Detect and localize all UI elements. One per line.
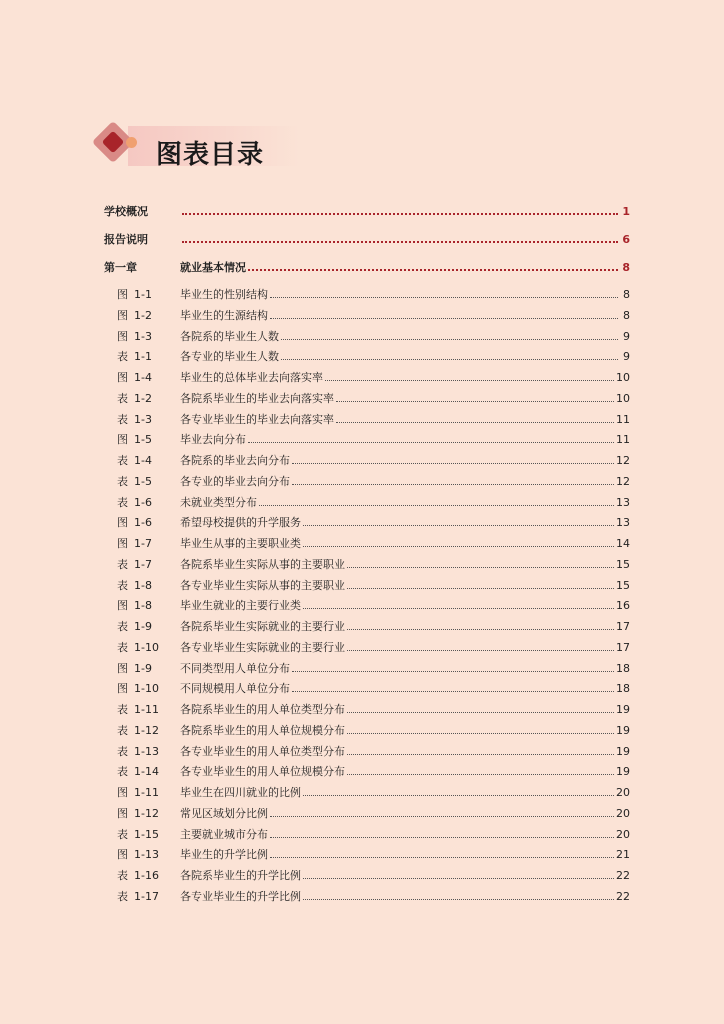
toc-page-number: 15 xyxy=(616,558,630,571)
toc-item[interactable] xyxy=(117,641,630,655)
toc-item-text: 各专业毕业生的毕业去向落实率 xyxy=(180,413,334,426)
dot-leader xyxy=(292,454,614,464)
toc-item-text: 毕业生的总体毕业去向落实率 xyxy=(180,371,323,384)
toc-item-text: 未就业类型分布 xyxy=(180,496,257,509)
toc-item-text: 各院系毕业生的升学比例 xyxy=(180,869,301,882)
toc-item-number: 1-8 xyxy=(134,599,152,612)
toc-item-text: 各院系毕业生的毕业去向落实率 xyxy=(180,392,334,405)
toc-item-number: 1-10 xyxy=(134,641,159,654)
toc-item-number: 1-2 xyxy=(134,309,152,322)
dot-leader xyxy=(292,662,614,672)
toc-item-kind: 图 xyxy=(117,786,128,799)
toc-item-text: 各院系毕业生实际就业的主要行业 xyxy=(180,620,345,633)
toc-item-kind: 图 xyxy=(117,433,128,446)
toc-item-text: 希望母校提供的升学服务 xyxy=(180,516,301,529)
toc-item[interactable] xyxy=(117,309,630,323)
toc-item-number: 1-12 xyxy=(134,724,159,737)
toc-item[interactable] xyxy=(117,620,630,634)
toc-item-text: 毕业生的性别结构 xyxy=(180,288,268,301)
toc-page-number: 9 xyxy=(623,330,630,343)
dot-leader xyxy=(303,869,614,879)
toc-item-number: 1-12 xyxy=(134,807,159,820)
toc-item-number: 1-5 xyxy=(134,475,152,488)
toc-page-number: 19 xyxy=(616,745,630,758)
toc-page-number: 12 xyxy=(616,475,630,488)
toc-item[interactable] xyxy=(117,682,630,696)
toc-item-text: 常见区域划分比例 xyxy=(180,807,268,820)
dot-leader xyxy=(347,724,614,734)
dot-leader xyxy=(270,848,614,858)
toc-page-number: 13 xyxy=(616,516,630,529)
toc-main-label: 第一章 xyxy=(104,261,137,274)
dot-leader xyxy=(303,537,614,547)
toc-item-number: 1-7 xyxy=(134,558,152,571)
toc-item-number: 1-16 xyxy=(134,869,159,882)
toc-page-number: 20 xyxy=(616,786,630,799)
dot-leader xyxy=(182,232,618,243)
toc-item-number: 1-10 xyxy=(134,682,159,695)
dot-leader xyxy=(270,288,618,298)
toc-item-kind: 表 xyxy=(117,724,128,737)
toc-item[interactable] xyxy=(117,786,630,800)
toc-item-kind: 表 xyxy=(117,454,128,467)
toc-item-number: 1-8 xyxy=(134,579,152,592)
toc-main-text: 就业基本情况 xyxy=(180,261,246,274)
toc-page-number: 14 xyxy=(616,537,630,550)
dot-leader xyxy=(347,765,614,775)
toc-item-number: 1-5 xyxy=(134,433,152,446)
toc-item[interactable] xyxy=(117,745,630,759)
toc-page-number: 17 xyxy=(616,641,630,654)
toc-item-kind: 表 xyxy=(117,413,128,426)
toc-page-number: 19 xyxy=(616,703,630,716)
toc-item-kind: 表 xyxy=(117,745,128,758)
dot-leader xyxy=(347,558,614,568)
toc-page-number: 6 xyxy=(622,233,630,246)
dot-leader xyxy=(182,204,618,215)
toc-item-text: 各专业毕业生的升学比例 xyxy=(180,890,301,903)
toc-item[interactable] xyxy=(117,496,630,510)
toc-item[interactable] xyxy=(117,537,630,551)
toc-item-text: 毕业生在四川就业的比例 xyxy=(180,786,301,799)
toc-item-text: 不同规模用人单位分布 xyxy=(180,682,290,695)
dot-leader xyxy=(270,828,614,838)
toc-item-number: 1-13 xyxy=(134,848,159,861)
toc-item-text: 各专业毕业生的用人单位类型分布 xyxy=(180,745,345,758)
toc-item-kind: 表 xyxy=(117,350,128,363)
toc-page-number: 20 xyxy=(616,828,630,841)
toc-item[interactable] xyxy=(117,350,630,364)
dot-leader xyxy=(259,496,614,506)
toc-item-text: 毕业生从事的主要职业类 xyxy=(180,537,301,550)
toc-item-kind: 表 xyxy=(117,869,128,882)
toc-item-number: 1-7 xyxy=(134,537,152,550)
dot-leader xyxy=(347,579,614,589)
toc-page-number: 22 xyxy=(616,890,630,903)
dot-leader xyxy=(303,599,614,609)
toc-page-number: 11 xyxy=(616,433,630,446)
dot-leader xyxy=(281,330,618,340)
toc-item[interactable] xyxy=(117,433,630,447)
toc-page-number: 16 xyxy=(616,599,630,612)
toc-item-number: 1-3 xyxy=(134,330,152,343)
dot-leader xyxy=(347,745,614,755)
toc-item-text: 不同类型用人单位分布 xyxy=(180,662,290,675)
toc-item[interactable] xyxy=(117,288,630,302)
toc-item[interactable] xyxy=(117,392,630,406)
toc-page-number: 19 xyxy=(616,765,630,778)
toc-item-number: 1-9 xyxy=(134,662,152,675)
toc-item-text: 各院系毕业生实际从事的主要职业 xyxy=(180,558,345,571)
toc-page-number: 10 xyxy=(616,371,630,384)
toc-page-number: 17 xyxy=(616,620,630,633)
toc-page-number: 13 xyxy=(616,496,630,509)
toc-item-kind: 图 xyxy=(117,371,128,384)
toc-page-number: 8 xyxy=(623,288,630,301)
toc-item-number: 1-4 xyxy=(134,454,152,467)
dot-leader xyxy=(270,807,614,817)
toc-page-number: 15 xyxy=(616,579,630,592)
toc-item-kind: 图 xyxy=(117,516,128,529)
toc-item[interactable] xyxy=(117,703,630,717)
toc-item-text: 各院系毕业生的用人单位类型分布 xyxy=(180,703,345,716)
dot-leader xyxy=(292,682,614,692)
dot-leader xyxy=(292,475,614,485)
dot-leader xyxy=(303,786,614,796)
toc-item-text: 各院系的毕业去向分布 xyxy=(180,454,290,467)
dot-leader xyxy=(347,703,614,713)
toc-item-number: 1-6 xyxy=(134,496,152,509)
toc-item[interactable] xyxy=(117,558,630,572)
dot-leader xyxy=(347,620,614,630)
toc-item-text: 毕业去向分布 xyxy=(180,433,246,446)
dot-leader xyxy=(270,309,618,319)
toc-item-text: 毕业生就业的主要行业类 xyxy=(180,599,301,612)
toc-page-number: 1 xyxy=(622,205,630,218)
dot-leader xyxy=(325,371,614,381)
toc-item-number: 1-11 xyxy=(134,703,159,716)
dot-leader xyxy=(303,516,614,526)
toc-item[interactable] xyxy=(117,724,630,738)
toc-item-kind: 表 xyxy=(117,641,128,654)
toc-item[interactable] xyxy=(117,828,630,842)
toc-main-label: 学校概况 xyxy=(104,205,148,218)
toc-item-kind: 图 xyxy=(117,682,128,695)
title-banner xyxy=(88,124,288,170)
toc-item-kind: 图 xyxy=(117,309,128,322)
toc-item-text: 毕业生的生源结构 xyxy=(180,309,268,322)
toc-page-number: 10 xyxy=(616,392,630,405)
toc-item[interactable] xyxy=(117,454,630,468)
page-title: 图表目录 xyxy=(156,140,265,170)
toc-item-text: 各院系毕业生的用人单位规模分布 xyxy=(180,724,345,737)
toc-item-number: 1-15 xyxy=(134,828,159,841)
toc-item-kind: 表 xyxy=(117,475,128,488)
toc-item-kind: 图 xyxy=(117,848,128,861)
toc-page-number: 18 xyxy=(616,662,630,675)
toc-item-kind: 图 xyxy=(117,288,128,301)
toc-item[interactable] xyxy=(117,890,630,904)
toc-page-number: 20 xyxy=(616,807,630,820)
toc-item[interactable] xyxy=(117,516,630,530)
toc-item-number: 1-11 xyxy=(134,786,159,799)
toc-page-number: 12 xyxy=(616,454,630,467)
toc-item[interactable] xyxy=(117,807,630,821)
toc-item-number: 1-1 xyxy=(134,288,152,301)
toc-item-number: 1-2 xyxy=(134,392,152,405)
dot-leader xyxy=(281,350,618,360)
toc-item[interactable] xyxy=(117,475,630,489)
toc-item-text: 毕业生的升学比例 xyxy=(180,848,268,861)
toc-item-number: 1-3 xyxy=(134,413,152,426)
toc-item-kind: 表 xyxy=(117,392,128,405)
toc-item[interactable] xyxy=(117,599,630,613)
toc-item-number: 1-1 xyxy=(134,350,152,363)
toc-item[interactable] xyxy=(117,579,630,593)
dot-leader xyxy=(248,433,614,443)
toc-item-kind: 表 xyxy=(117,496,128,509)
toc-item-text: 各院系的毕业生人数 xyxy=(180,330,279,343)
toc-page-number: 21 xyxy=(616,848,630,861)
dot-leader xyxy=(303,890,614,900)
toc-item-kind: 图 xyxy=(117,662,128,675)
toc-item-text: 主要就业城市分布 xyxy=(180,828,268,841)
toc-item-kind: 图 xyxy=(117,807,128,820)
dot-leader xyxy=(248,260,618,271)
toc-main-entry[interactable] xyxy=(104,232,630,247)
toc-item-kind: 图 xyxy=(117,599,128,612)
toc-page-number: 8 xyxy=(622,261,630,274)
toc-page-number: 22 xyxy=(616,869,630,882)
toc-item-kind: 表 xyxy=(117,765,128,778)
dot-leader xyxy=(336,413,614,423)
toc-main-label: 报告说明 xyxy=(104,233,148,246)
toc-item[interactable] xyxy=(117,371,630,385)
toc-page-number: 9 xyxy=(623,350,630,363)
toc-item-kind: 图 xyxy=(117,330,128,343)
toc-page-number: 19 xyxy=(616,724,630,737)
toc-item-number: 1-14 xyxy=(134,765,159,778)
toc-item-text: 各专业毕业生实际就业的主要行业 xyxy=(180,641,345,654)
toc-item[interactable] xyxy=(117,765,630,779)
toc-page-number: 8 xyxy=(623,309,630,322)
toc-item[interactable] xyxy=(117,848,630,862)
dot-leader xyxy=(347,641,614,651)
toc-page-number: 11 xyxy=(616,413,630,426)
toc-page-number: 18 xyxy=(616,682,630,695)
toc-item[interactable] xyxy=(117,869,630,883)
toc-item-kind: 表 xyxy=(117,828,128,841)
toc-item[interactable] xyxy=(117,413,630,427)
toc-item[interactable] xyxy=(117,330,630,344)
dot-icon xyxy=(126,137,137,148)
toc-item-kind: 表 xyxy=(117,890,128,903)
toc-item-kind: 图 xyxy=(117,537,128,550)
dot-leader xyxy=(336,392,614,402)
toc-item-number: 1-13 xyxy=(134,745,159,758)
toc-item-text: 各专业毕业生的用人单位规模分布 xyxy=(180,765,345,778)
toc-item-kind: 表 xyxy=(117,558,128,571)
toc-item-text: 各专业毕业生实际从事的主要职业 xyxy=(180,579,345,592)
toc-item-text: 各专业的毕业去向分布 xyxy=(180,475,290,488)
toc-item-number: 1-17 xyxy=(134,890,159,903)
toc-main-entry[interactable] xyxy=(104,204,630,219)
toc-item-number: 1-9 xyxy=(134,620,152,633)
toc-item-kind: 表 xyxy=(117,620,128,633)
toc-item-kind: 表 xyxy=(117,579,128,592)
toc-main-entry[interactable] xyxy=(104,260,630,275)
toc-item-number: 1-6 xyxy=(134,516,152,529)
toc-item-kind: 表 xyxy=(117,703,128,716)
toc-item[interactable] xyxy=(117,662,630,676)
toc-item-text: 各专业的毕业生人数 xyxy=(180,350,279,363)
toc-item-number: 1-4 xyxy=(134,371,152,384)
